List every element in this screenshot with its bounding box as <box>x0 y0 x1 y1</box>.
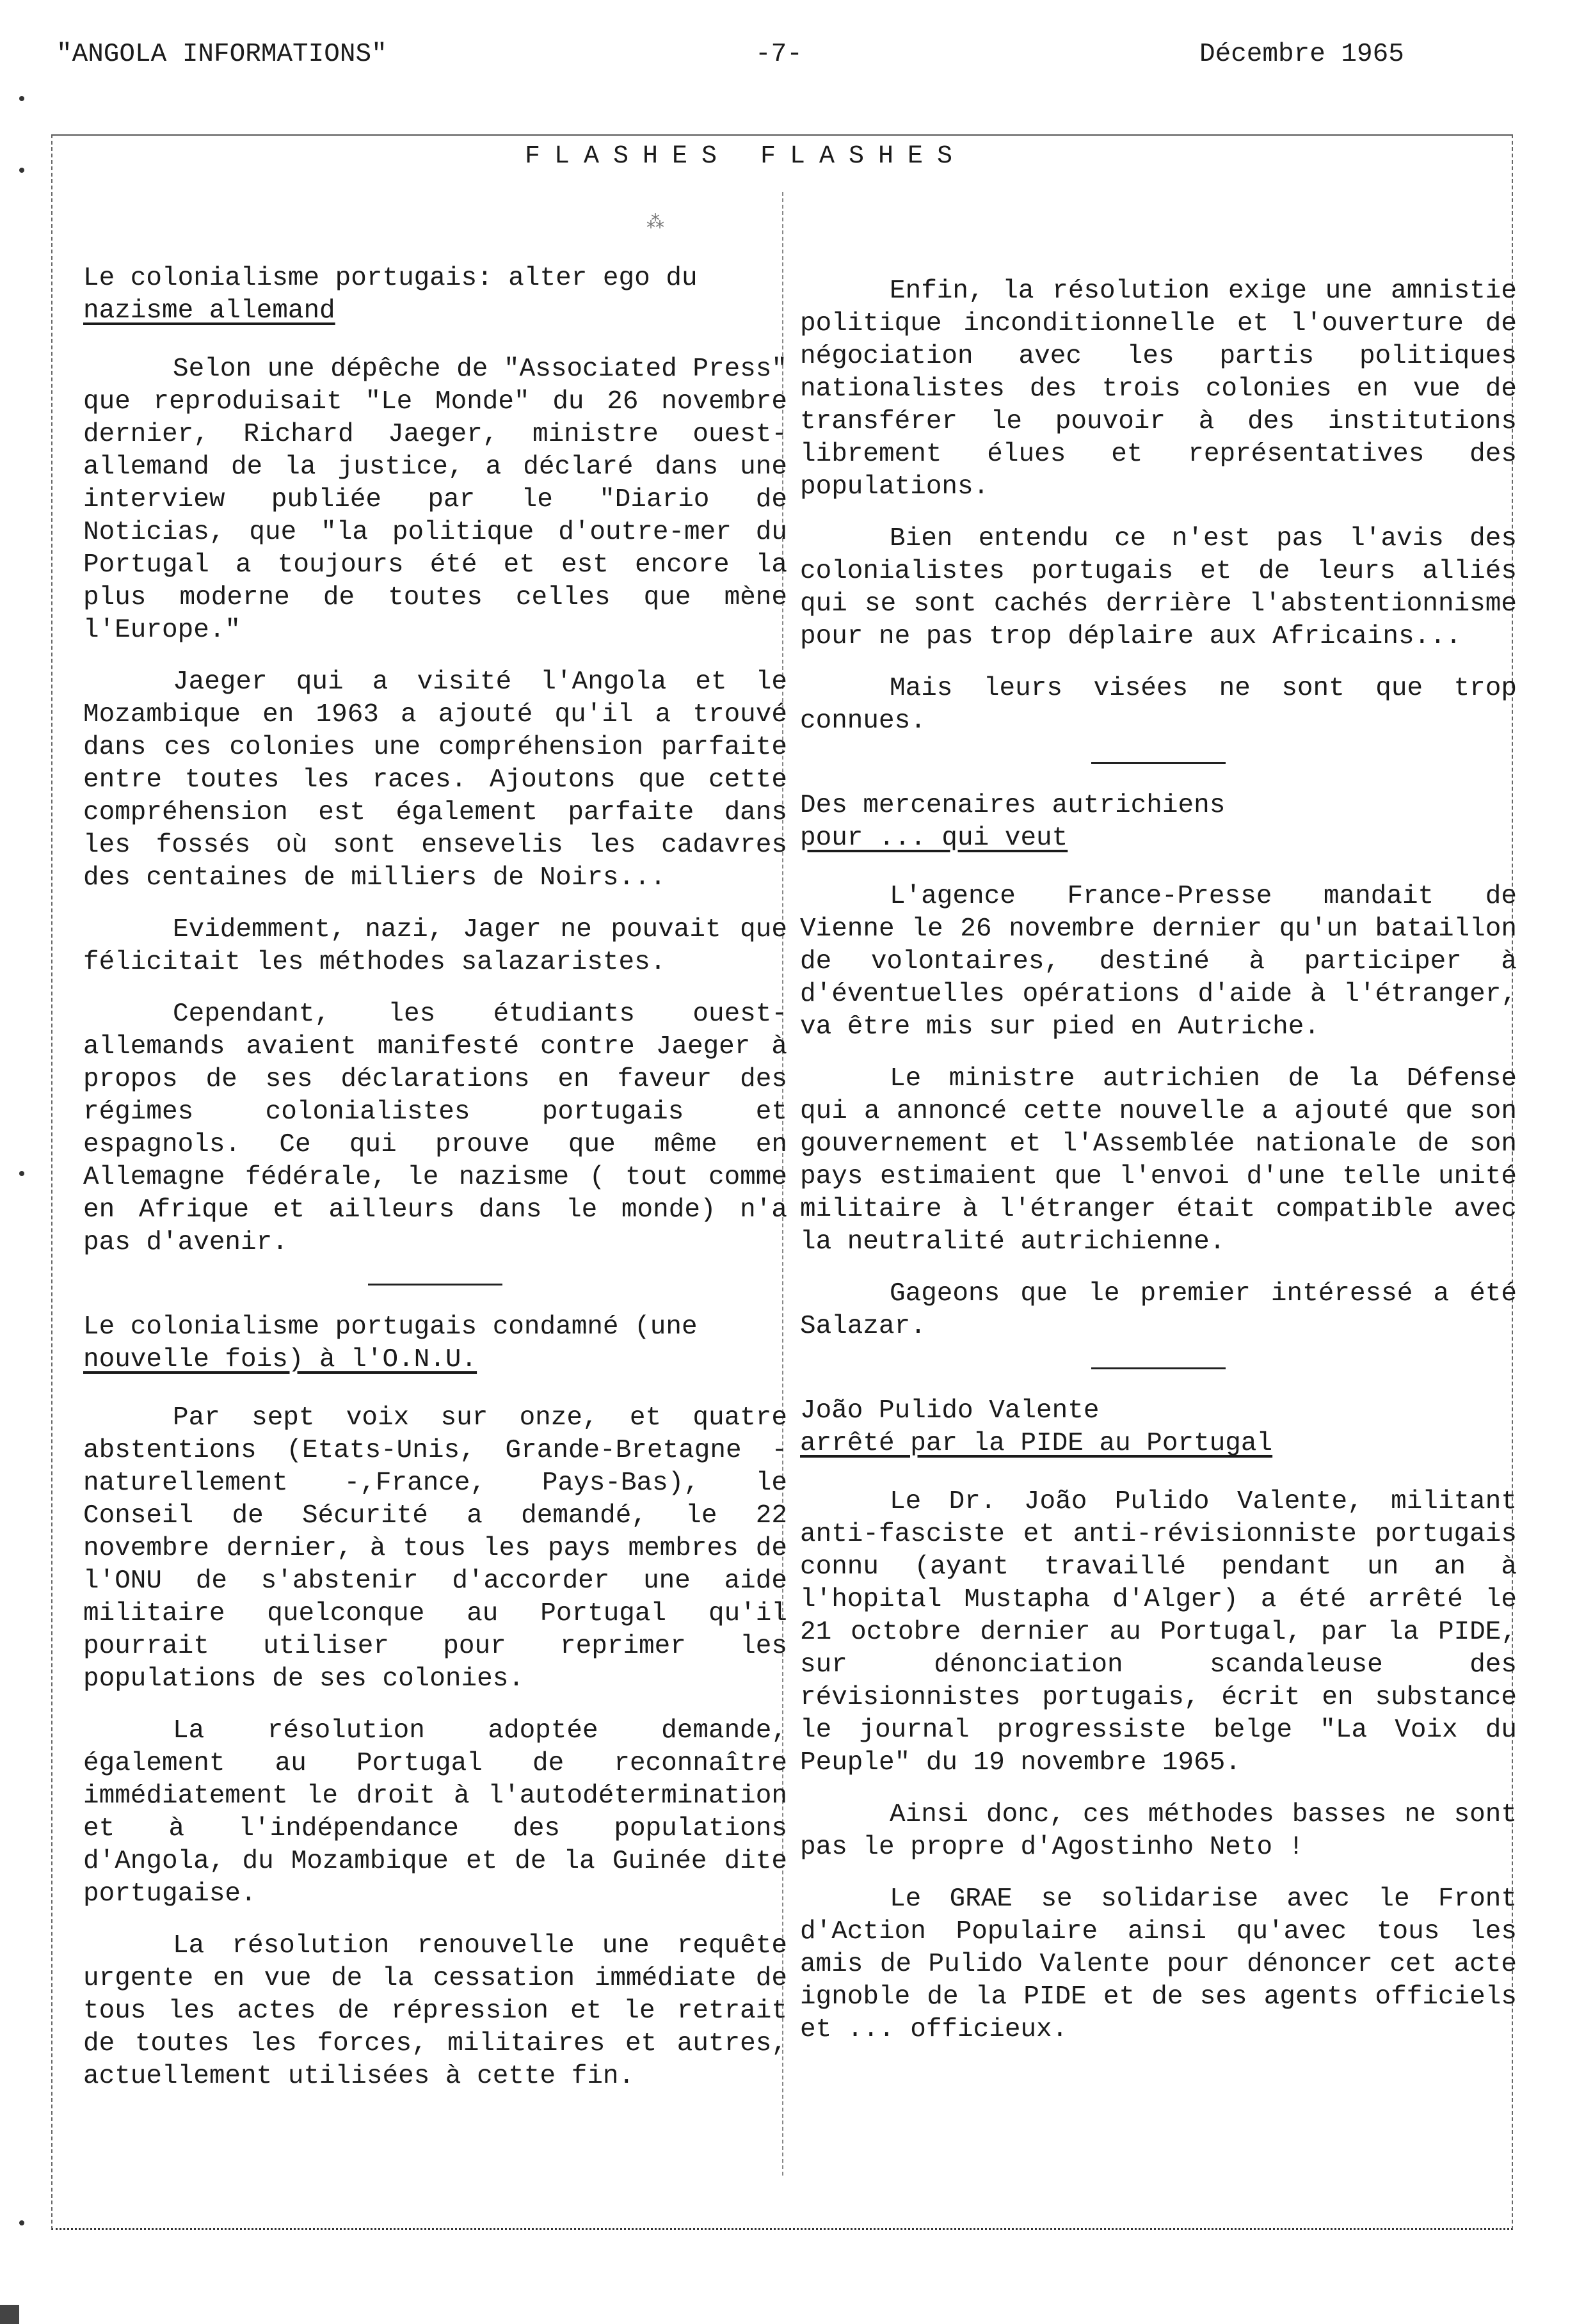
left-column <box>83 262 787 2112</box>
ornament-mark: ⁂ <box>646 214 664 234</box>
article-paragraph: Evidemment, nazi, Jager ne pouvait que félicitait les méthodes salazaristes. <box>83 915 787 977</box>
article-paragraph: Mais leurs visées ne sont que trop connues. <box>800 674 1517 736</box>
page-header <box>51 40 1427 91</box>
issue-date: Décembre 1965 <box>1199 40 1404 69</box>
article-headline: Le colonialisme portugais: alter ego du nazisme allemand <box>83 264 698 326</box>
article-headline: Des mercenaires autrichiens pour ... qui veut <box>800 791 1226 853</box>
article-paragraph: La résolution adoptée demande, également au Portugal de reconnaître immédiatement le droit à l'autodétermination et à l'indépendance des populations d'Angola, du Mozambique et de la Guinée dite portugaise. <box>83 1716 787 1909</box>
article-paragraph: Le ministre autrichien de la Défense qui a annoncé cette nouvelle a ajouté que son gouvernement et l'Assemblée nationale de son pays estimaient que l'envoi d'une telle unité militaire à l'étranger était compatible avec la neutralité autrichienne. <box>800 1064 1517 1257</box>
article-paragraph: Bien entendu ce n'est pas l'avis des colonialistes portugais et de leurs alliés qui se sont cachés derrière l'abstentionnisme pour ne pas trop déplaire aux Africains... <box>800 524 1517 651</box>
right-column <box>800 275 1517 2065</box>
article-paragraph: Ainsi donc, ces méthodes basses ne sont pas le propre d'Agostinho Neto ! <box>800 1800 1517 1862</box>
page-number: -7- <box>755 40 803 69</box>
scan-smudge <box>0 2305 19 2324</box>
margin-mark <box>19 2220 24 2225</box>
article-paragraph: Selon une dépêche de "Associated Press" que reproduisait "Le Monde" du 26 novembre dernier, Richard Jaeger, ministre ouest-allemand de la justice, a déclaré dans une interview publiée par le "Diario de Noticias, que "la politique d'outre-mer du Portugal a toujours été et est encore la plus moderne de toutes celles que mène l'Europe." <box>83 354 787 645</box>
article-paragraph: Enfin, la résolution exige une amnistie politique inconditionnelle et l'ouverture de négociation avec les partis politiques nationalistes des trois colonies en vue de transférer le pouvoir à des institutions librement élues et représentatives des populations. <box>800 276 1517 502</box>
article-paragraph: Le GRAE se solidarise avec le Front d'Action Populaire ainsi qu'avec tous les amis de Pulido Valente pour dénoncer cet acte ignoble de la PIDE et de ses agents officiels et ... officieux. <box>800 1884 1517 2044</box>
article-paragraph: Cependant, les étudiants ouest-allemands avaient manifesté contre Jaeger à propos de ses déclarations en faveur des régimes colonialistes portugais et espagnols. Ce qui prouve que même en Allemagne fédérale, le nazisme ( tout comme en Afrique et ailleurs dans le monde) n'a pas d'avenir. <box>83 999 787 1257</box>
article-paragraph: Par sept voix sur onze, et quatre abstentions (Etats-Unis, Grande-Bretagne - naturellement -,France, Pays-Bas), le Conseil de Sécurité a demandé, le 22 novembre dernier, à tous les pays membres de l'ONU de s'abstenir d'accorder une aide militaire quelconque au Portugal qu'il pourrait utiliser pour reprimer les populations de ses colonies. <box>83 1403 787 1694</box>
article-separator <box>1091 1367 1226 1369</box>
article-paragraph: Gageons que le premier intéressé a été Salazar. <box>800 1279 1517 1341</box>
article-headline: João Pulido Valente arrêté par la PIDE au Portugal <box>800 1396 1273 1458</box>
margin-mark <box>19 1171 24 1176</box>
margin-mark <box>19 96 24 101</box>
article-separator <box>1091 762 1226 764</box>
article-paragraph: L'agence France-Presse mandait de Vienne le 26 novembre dernier qu'un bataillon de volontaires, destiné à participer à d'éventuelles opérations d'aide à l'étranger, va être mis sur pied en Autriche. <box>800 882 1517 1042</box>
margin-mark <box>19 168 24 173</box>
section-banner: FLASHES FLASHES <box>525 142 967 171</box>
article-headline: Le colonialisme portugais condamné (une nouvelle fois) à l'O.N.U. <box>83 1312 698 1374</box>
article-paragraph: Jaeger qui a visité l'Angola et le Mozambique en 1963 a ajouté qu'il a trouvé dans ces colonies une compréhension parfaite entre toutes les races. Ajoutons que cette compréhension est également parfaite dans les fossés où sont ensevelis les cadavres des centaines de milliers de Noirs... <box>83 667 787 893</box>
article-paragraph: La résolution renouvelle une requête urgente en vue de la cessation immédiate de tous les actes de répression et le retrait de toutes les forces, militaires et autres, actuellement utilisées à cette fin. <box>83 1931 787 2091</box>
article-paragraph: Le Dr. João Pulido Valente, militant anti-fasciste et anti-révisionniste portugais connu (ayant travaillé pendant un an à l'hopital Mustapha d'Alger) a été arrêté le 21 octobre dernier au Portugal, par la PIDE, sur dénonciation scandaleuse des révisionnistes portugais, écrit en substance le journal progressiste belge "La Voix du Peuple" du 19 novembre 1965. <box>800 1487 1517 1778</box>
article-separator <box>368 1284 502 1285</box>
publication-title: "ANGOLA INFORMATIONS" <box>56 40 387 69</box>
